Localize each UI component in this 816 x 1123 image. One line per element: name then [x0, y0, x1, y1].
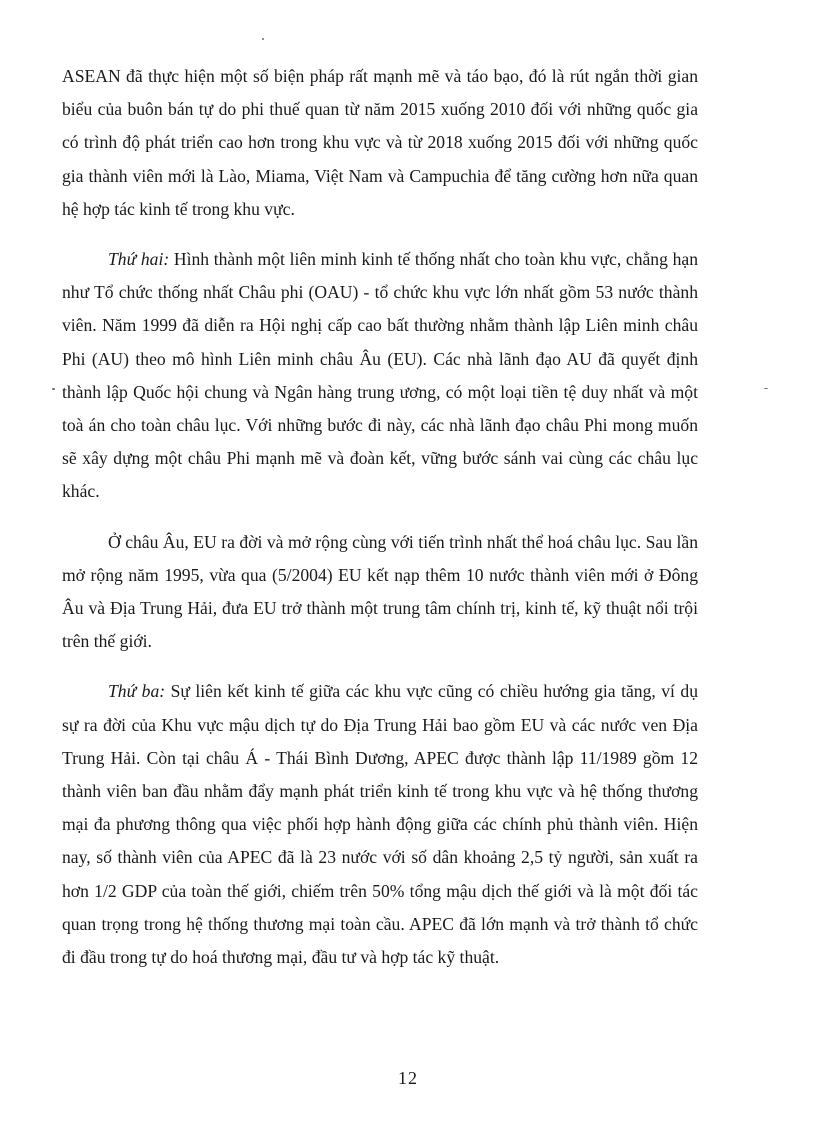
paragraph-asean — [62, 60, 698, 226]
page-number: 12 — [398, 1068, 418, 1088]
paragraph-thu-ba — [62, 675, 698, 974]
paragraph-chau-au — [62, 526, 698, 659]
paragraph-lead: Thứ hai: — [108, 249, 170, 270]
document-page — [62, 60, 698, 974]
paragraph-text: ASEAN đã thực hiện một số biện pháp rất mạnh mẽ và táo bạo, đó là rút ngắn thời gian biểu của buôn bán tự do phi thuế quan từ năm 2015 xuống 2010 đối với những quốc gia có trình độ phát triển cao hơn trong khu vực và từ 2018 xuống 2015 đối với những quốc gia thành viên mới là Lào, Miama, Việt Nam và Campuchia để tăng cường hơn nữa quan hệ hợp tác kinh tế trong khu vực. — [62, 66, 698, 219]
paragraph-text: Sự liên kết kinh tế giữa các khu vực cũng có chiều hướng gia tăng, ví dụ sự ra đời của Khu vực mậu dịch tự do Địa Trung Hải bao gồm EU và các nước ven Địa Trung Hải. Còn tại châu Á - Thái Bình Dương, APEC được thành lập 11/1989 gồm 12 thành viên ban đầu nhằm đẩy mạnh phát triển kinh tế trong khu vực và hệ thống thương mại đa phương thông qua việc phối hợp hành động giữa các chính phủ thành viên. Hiện nay, số thành viên của APEC đã là 23 nước với số dân khoảng 2,5 tỷ người, sản xuất ra hơn 1/2 GDP của toàn thế giới, chiếm trên 50% tổng mậu dịch thế giới và là một đối tác quan trọng trong hệ thống thương mại toàn cầu. APEC đã lớn mạnh và trở thành tổ chức đi đầu trong tự do hoá thương mại, đầu tư và hợp tác kỹ thuật. — [62, 681, 698, 968]
scan-speck — [262, 38, 264, 40]
scan-speck — [764, 388, 768, 389]
paragraph-lead: Thứ ba: — [108, 681, 166, 702]
paragraph-thu-hai — [62, 243, 698, 509]
paragraph-text: Hình thành một liên minh kinh tế thống nhất cho toàn khu vực, chẳng hạn như Tổ chức thống nhất Châu phi (OAU) - tổ chức khu vực lớn nhất gồm 53 nước thành viên. Năm 1999 đã diễn ra Hội nghị cấp cao bất thường nhằm thành lập Liên minh châu Phi (AU) theo mô hình Liên minh châu Âu (EU). Các nhà lãnh đạo AU đã quyết định thành lập Quốc hội chung và Ngân hàng trung ương, có một loại tiền tệ duy nhất và một toà án cho toàn châu lục. Với những bước đi này, các nhà lãnh đạo châu Phi mong muốn sẽ xây dựng một châu Phi mạnh mẽ và đoàn kết, vững bước sánh vai cùng các châu lục khác. — [62, 249, 698, 502]
paragraph-text: Ở châu Âu, EU ra đời và mở rộng cùng với tiến trình nhất thể hoá châu lục. Sau lần mở rộng năm 1995, vừa qua (5/2004) EU kết nạp thêm 10 nước thành viên mới ở Đông Âu và Địa Trung Hải, đưa EU trở thành một trung tâm chính trị, kinh tế, kỹ thuật nổi trội trên thế giới. — [62, 531, 698, 652]
scan-speck — [52, 388, 55, 390]
